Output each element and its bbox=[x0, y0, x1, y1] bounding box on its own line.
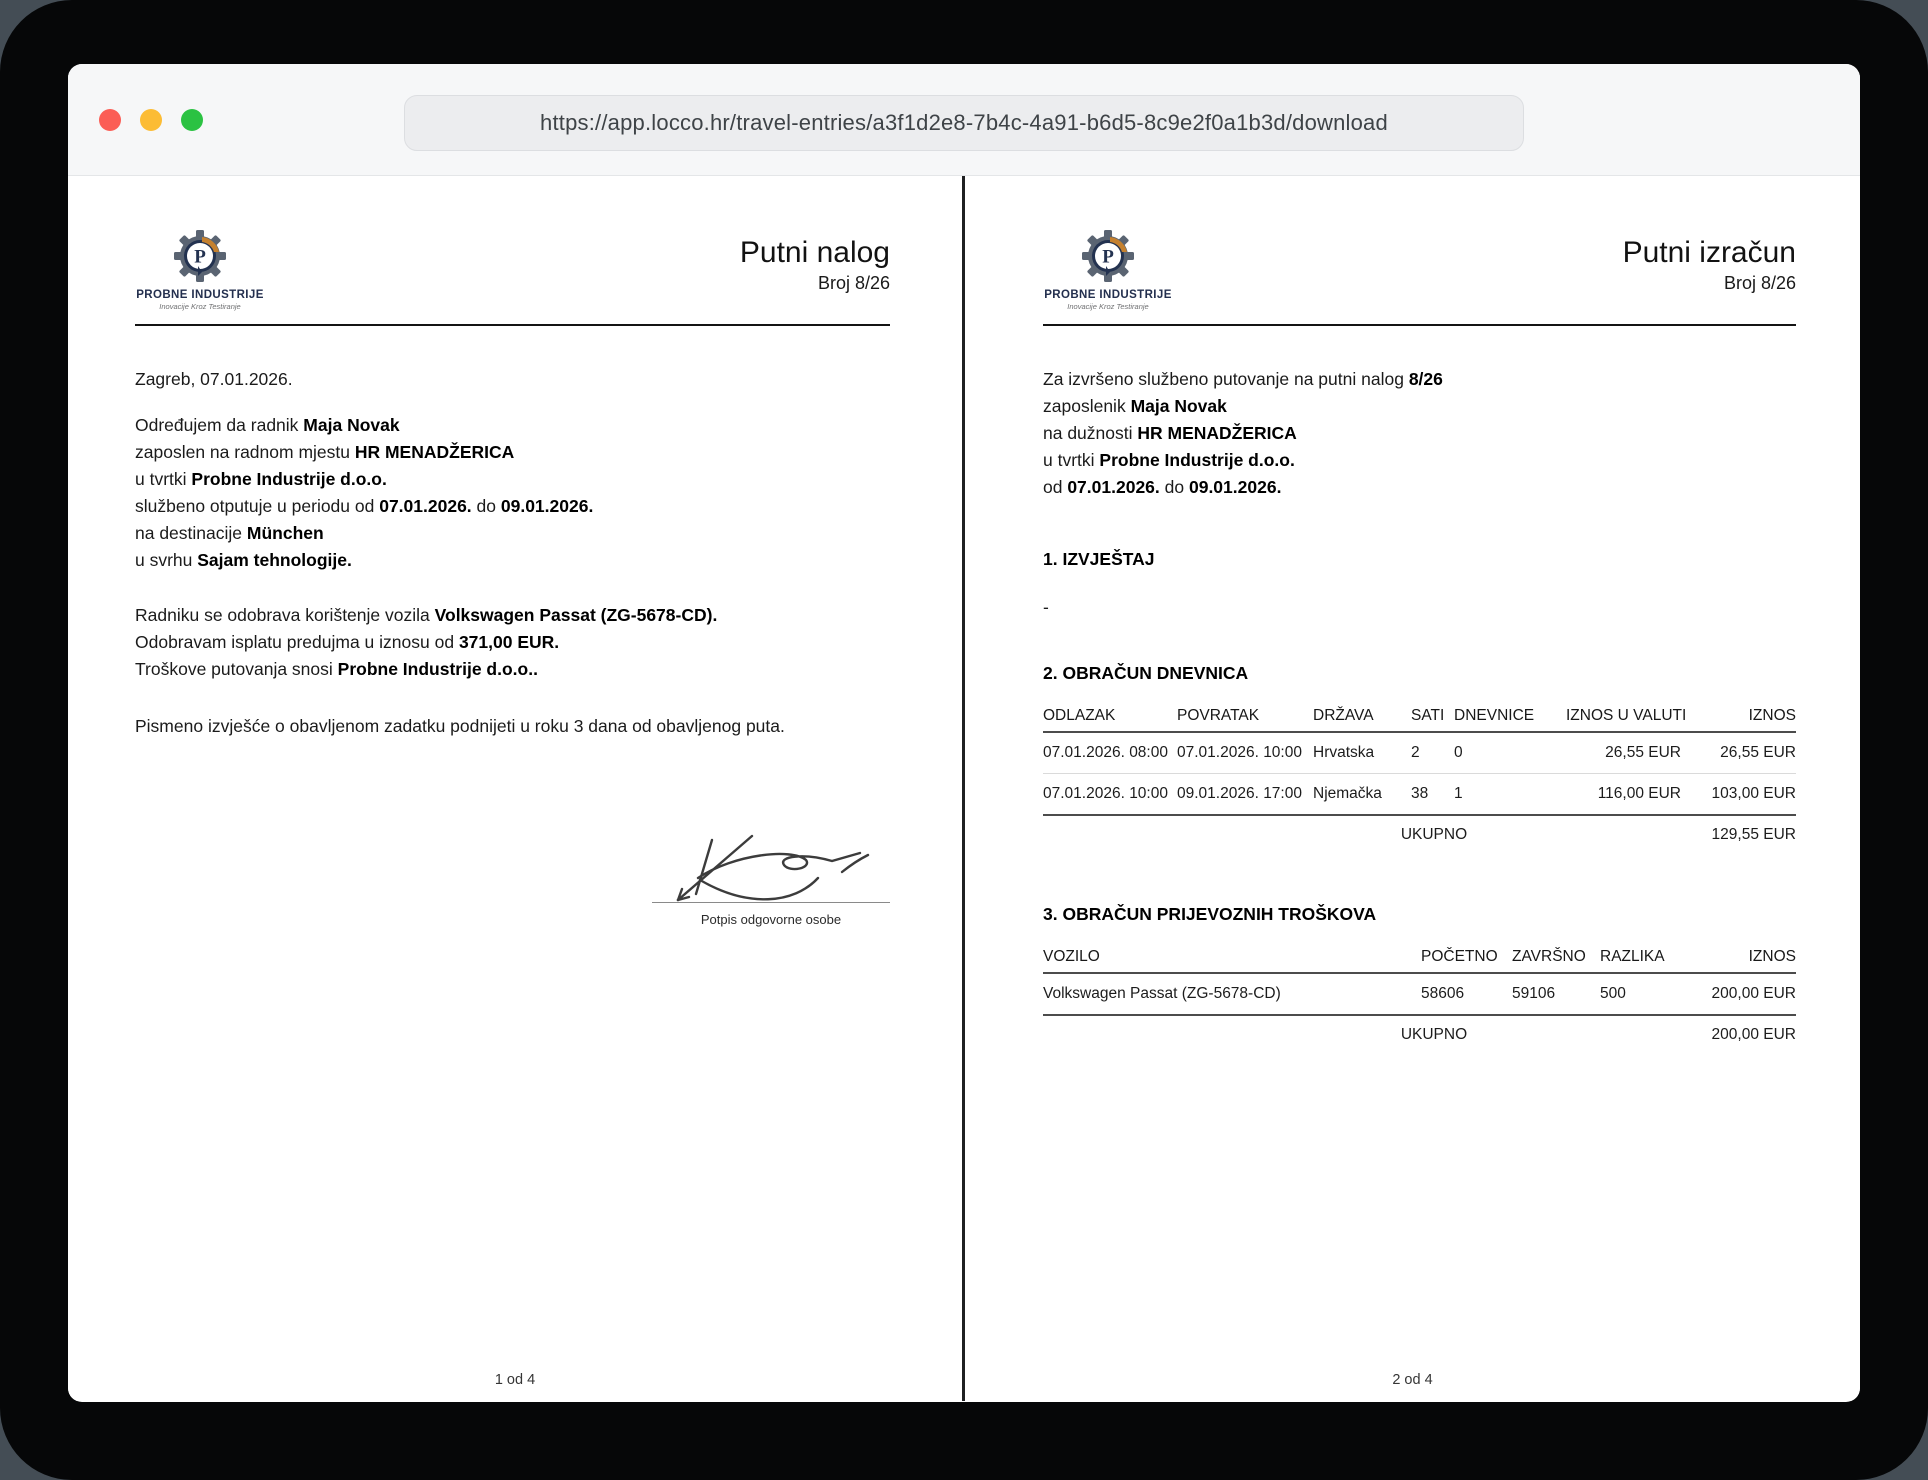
signature-block bbox=[652, 828, 890, 927]
table-row bbox=[1043, 774, 1796, 816]
close-button[interactable] bbox=[99, 109, 121, 131]
fullscreen-button[interactable] bbox=[181, 109, 203, 131]
column-header: IZNOS bbox=[1748, 707, 1796, 724]
text-line: Radniku se odobrava korištenje vozila Volkswagen Passat (ZG-5678-CD). bbox=[135, 605, 718, 625]
table-header-row bbox=[1043, 942, 1796, 974]
page1-number: 1 od 4 bbox=[494, 1372, 536, 1388]
column-header: DRŽAVA bbox=[1313, 707, 1374, 724]
dateline: Zagreb, 07.01.2026. bbox=[135, 369, 293, 389]
company-name: PROBNE INDUSTRIJE bbox=[136, 289, 264, 301]
window-controls bbox=[99, 109, 203, 131]
column-header: ZAVRŠNO bbox=[1512, 948, 1586, 965]
cell: 58606 bbox=[1421, 985, 1465, 1002]
text-line: zaposlenik Maja Novak bbox=[1043, 396, 1227, 416]
total-value: 200,00 EUR bbox=[1711, 1026, 1796, 1043]
column-header: IZNOS U VALUTI bbox=[1566, 707, 1687, 724]
column-header: SATI bbox=[1411, 707, 1445, 724]
header-rule bbox=[135, 324, 890, 326]
text-line: Pismeno izvješće o obavljenom zadatku podnijeti u roku 3 dana od obavljenog puta. bbox=[135, 716, 785, 736]
cell: 07.01.2026. 10:00 bbox=[1177, 744, 1302, 761]
table-row bbox=[1043, 733, 1796, 774]
total-value: 129,55 EUR bbox=[1711, 826, 1796, 843]
table-total-row bbox=[1043, 1016, 1796, 1058]
total-label: UKUPNO bbox=[1400, 826, 1468, 843]
cell: 26,55 EUR bbox=[1720, 744, 1796, 761]
svg-text:P: P bbox=[194, 246, 206, 268]
cell: 0 bbox=[1454, 744, 1463, 761]
cell: 59106 bbox=[1512, 985, 1556, 1002]
section2-heading: 2. OBRAČUN DNEVNICA bbox=[1043, 663, 1249, 683]
transport-costs-table bbox=[1043, 942, 1796, 1058]
url-bar[interactable] bbox=[404, 95, 1524, 151]
column-header: VOZILO bbox=[1043, 948, 1100, 965]
page2-number: 2 od 4 bbox=[1392, 1372, 1433, 1388]
cell: 116,00 EUR bbox=[1597, 785, 1681, 802]
cell: 07.01.2026. 10:00 bbox=[1043, 785, 1168, 802]
signature-line bbox=[652, 902, 890, 903]
page1-title: Putni nalog bbox=[739, 236, 890, 269]
text-line: službeno otputuje u periodu od 07.01.2026. do 09.01.2026. bbox=[135, 496, 594, 516]
url-text: https://app.locco.hr/travel-entries/a3f1d2e8-7b4c-4a91-b6d5-8c9e2f0a1b3d/download bbox=[540, 110, 1388, 135]
approval-paragraph bbox=[135, 602, 890, 683]
column-header: POČETNO bbox=[1421, 948, 1498, 965]
cell: 09.01.2026. 17:00 bbox=[1177, 785, 1302, 802]
section3-heading: 3. OBRAČUN PRIJEVOZNIH TROŠKOVA bbox=[1043, 904, 1377, 924]
cell: 500 bbox=[1600, 985, 1626, 1002]
cell: 200,00 EUR bbox=[1711, 985, 1796, 1002]
page1-header bbox=[135, 228, 890, 311]
table-row bbox=[1043, 974, 1796, 1016]
text-line: Odobravam isplatu predujma u iznosu od 371,00 EUR. bbox=[135, 632, 560, 652]
text-line: na destinacije München bbox=[135, 523, 324, 543]
cell: 07.01.2026. 08:00 bbox=[1043, 744, 1168, 761]
browser-window bbox=[68, 64, 1860, 1402]
column-header: POVRATAK bbox=[1177, 707, 1260, 724]
column-header: ODLAZAK bbox=[1043, 707, 1116, 724]
text-line: Troškove putovanja snosi Probne Industrije d.o.o.. bbox=[135, 659, 538, 679]
cell: Volkswagen Passat (ZG-5678-CD) bbox=[1043, 985, 1281, 1002]
page2-header bbox=[1043, 228, 1796, 311]
text-line: u tvrtki Probne Industrije d.o.o. bbox=[1043, 450, 1295, 470]
cell: 103,00 EUR bbox=[1711, 785, 1796, 802]
text-line: na dužnosti HR MENADŽERICA bbox=[1043, 423, 1297, 443]
document-page-2 bbox=[965, 176, 1860, 1401]
report-note-paragraph bbox=[135, 713, 890, 740]
company-logo bbox=[1043, 230, 1173, 311]
page1-doc-number: Broj 8/26 bbox=[817, 273, 890, 293]
text-line: Određujem da radnik Maja Novak bbox=[135, 415, 400, 435]
svg-text:P: P bbox=[1102, 246, 1114, 268]
pdf-viewer bbox=[68, 176, 1860, 1401]
signature-image bbox=[656, 828, 886, 906]
document-page-1 bbox=[68, 176, 962, 1401]
table-header-row bbox=[1043, 701, 1796, 733]
column-header: DNEVNICE bbox=[1454, 707, 1535, 724]
column-header: IZNOS bbox=[1748, 948, 1796, 965]
text-line: Za izvršeno službeno putovanje na putni nalog 8/26 bbox=[1043, 369, 1443, 389]
page2-doc-number: Broj 8/26 bbox=[1723, 273, 1796, 293]
company-tagline: Inovacije Kroz Testiranje bbox=[1067, 302, 1149, 311]
company-logo bbox=[135, 230, 265, 311]
browser-toolbar bbox=[68, 64, 1860, 176]
cell: 2 bbox=[1411, 744, 1420, 761]
page2-title: Putni izračun bbox=[1622, 236, 1796, 269]
cell: Njemačka bbox=[1313, 785, 1382, 802]
company-tagline: Inovacije Kroz Testiranje bbox=[159, 302, 241, 311]
text-line: zaposlen na radnom mjestu HR MENADŽERICA bbox=[135, 442, 515, 462]
gear-logo-icon bbox=[173, 230, 227, 286]
cell: 38 bbox=[1411, 785, 1429, 802]
calc-intro-paragraph bbox=[1043, 366, 1796, 501]
dnevnice-table bbox=[1043, 701, 1796, 858]
section1-content: - bbox=[1043, 597, 1049, 617]
cell: Hrvatska bbox=[1313, 744, 1375, 761]
header-rule bbox=[1043, 324, 1796, 326]
cell: 1 bbox=[1454, 785, 1463, 802]
text-line: u svrhu Sajam tehnologije. bbox=[135, 550, 352, 570]
minimize-button[interactable] bbox=[140, 109, 162, 131]
text-line: u tvrtki Probne Industrije d.o.o. bbox=[135, 469, 387, 489]
text-line: od 07.01.2026. do 09.01.2026. bbox=[1043, 477, 1282, 497]
table-total-row bbox=[1043, 816, 1796, 858]
company-name: PROBNE INDUSTRIJE bbox=[1044, 289, 1172, 301]
gear-logo-icon bbox=[1081, 230, 1135, 286]
cell: 26,55 EUR bbox=[1605, 744, 1681, 761]
order-paragraph bbox=[135, 412, 890, 574]
total-label: UKUPNO bbox=[1400, 1026, 1468, 1043]
signature-caption: Potpis odgovorne osobe bbox=[700, 912, 842, 927]
section1-heading: 1. IZVJEŠTAJ bbox=[1043, 549, 1155, 569]
column-header: RAZLIKA bbox=[1600, 948, 1665, 965]
